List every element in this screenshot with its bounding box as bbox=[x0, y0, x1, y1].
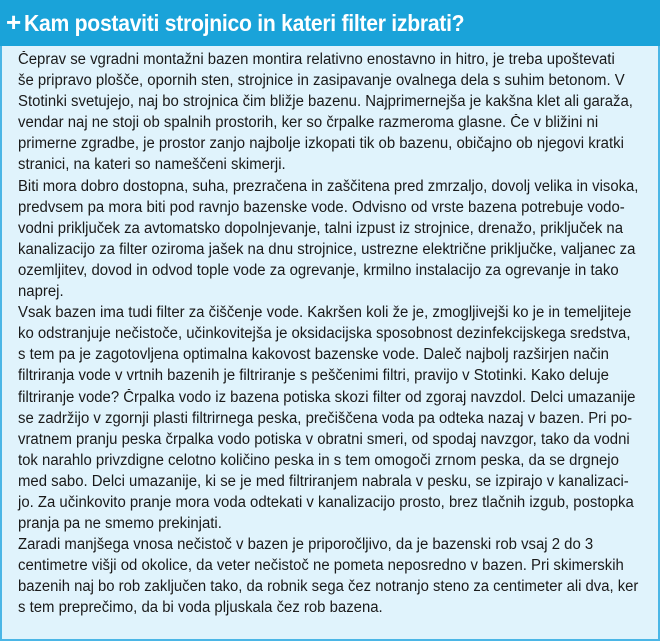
text-line: vendar naj ne stoji ob spalnih prostorih, ker so črpalke razmeroma glasne. Če v bližini ni bbox=[18, 114, 599, 132]
text-line: filtriranja vode v vrtnih bazenih je filtriranje s peščenimi filtri, pravijo v Stotinki. Kako deluje bbox=[18, 367, 609, 385]
text-line: Zaradi manjšega vnosa nečistoč v bazen je priporočljivo, da je bazenski rob vsaj 2 do 3 bbox=[18, 536, 594, 554]
text-line: primerne zgradbe, je prostor zanjo najbolje izkopati tik ob bazenu, običajno ob njegovi kratki bbox=[18, 135, 624, 153]
text-line: še pripravo plošče, opornih sten, strojnice in zasipavanje ovalnega dela s suhim betonom. V bbox=[18, 72, 625, 90]
text-line: Biti mora dobro dostopna, suha, prezračena in zaščitena pred zmrzaljo, dovolj velika in visoka, bbox=[18, 177, 639, 195]
text-line: vodni priključek za avtomatsko dopolnjevanje, talni izpust iz strojnice, drenažo, priključek na bbox=[18, 219, 624, 237]
plus-icon: + bbox=[6, 7, 22, 37]
text-line: predvsem pa mora biti pod ravnjo bazenske vode. Odvisno od vrste bazena potrebuje vodo- bbox=[18, 198, 625, 216]
text-line: Vsak bazen ima tudi filter za čiščenje vode. Kakršen koli že je, zmogljivejši ko je in temeljiteje bbox=[18, 304, 632, 322]
text-line: filtriranje vode? Črpalka vodo iz bazena potiska skozi filter od zgoraj navzdol. Delci umazanije bbox=[18, 388, 636, 406]
paragraph-1 bbox=[18, 49, 658, 176]
text-line: centimetre višji od okolice, da veter nečistoč ne pometa neposredno v bazen. Pri skimerskih bbox=[18, 557, 624, 575]
text-line: ozemljitev, dovod in odvod tople vode za ogrevanje, krmilno instalacijo za ogrevanje in tako bbox=[18, 261, 619, 279]
text-line: s tem preprečimo, da bi voda pljuskala čez rob bazena. bbox=[18, 599, 383, 617]
text-line: stranici, na kateri so nameščeni skimerji. bbox=[18, 156, 286, 174]
paragraph-3 bbox=[18, 302, 658, 534]
text-line: bazenih naj bo rob zaključen tako, da robnik sega čez notranjo steno za centimeter ali dva, ker bbox=[18, 578, 639, 596]
text-line: jo. Za učinkovito pranje mora voda odtekati v kanalizacijo prosto, brez tlačnih izgub, postopka bbox=[18, 493, 634, 511]
text-line: Čeprav se vgradni montažni bazen montira relativno enostavno in hitro, je treba upoštevati bbox=[18, 51, 615, 68]
article-header bbox=[0, 0, 660, 46]
paragraph-4 bbox=[18, 534, 658, 618]
text-line: med sabo. Delci umazanije, ki se je med filtriranjem nabrala v pesku, se izpirajo v kanalizaci- bbox=[18, 472, 629, 490]
text-line: tok narahlo privzdigne celotno količino peska in s tem omogoči zrnom peska, da se drgnejo bbox=[18, 451, 619, 469]
text-line: kanalizacijo za filter oziroma jašek na dnu strojnice, ustrezne električne priključke, valjanec za bbox=[18, 240, 636, 258]
text-line: naprej. bbox=[18, 283, 64, 301]
text-line: pranja pa ne smemo prekinjati. bbox=[18, 515, 222, 533]
text-line: se zadržijo v zgornji plasti filtrirnega peska, prečiščena voda pa odteka nazaj v bazen. Pri po- bbox=[18, 409, 633, 427]
article-body bbox=[0, 46, 660, 641]
text-line: Stotinki svetujejo, naj bo strojnica čim bližje bazenu. Najprimernejša je kakšna klet ali garaža, bbox=[18, 93, 633, 111]
paragraph-2 bbox=[18, 176, 658, 303]
text-line: vratnem pranju peska črpalka vodo potiska v obratni smeri, od spodaj navzgor, tako da vodni bbox=[18, 430, 630, 448]
text-line: ko odstranjuje nečistoče, učinkovitejša je oksidacijska sposobnost dezinfekcijskega sredstva, bbox=[18, 325, 631, 343]
article-title: Kam postaviti strojnico in kateri filter izbrati? bbox=[24, 9, 465, 36]
text-line: s tem pa je zagotovljena optimalna kakovost bazenske vode. Daleč najbolj razširjen način bbox=[18, 346, 609, 364]
